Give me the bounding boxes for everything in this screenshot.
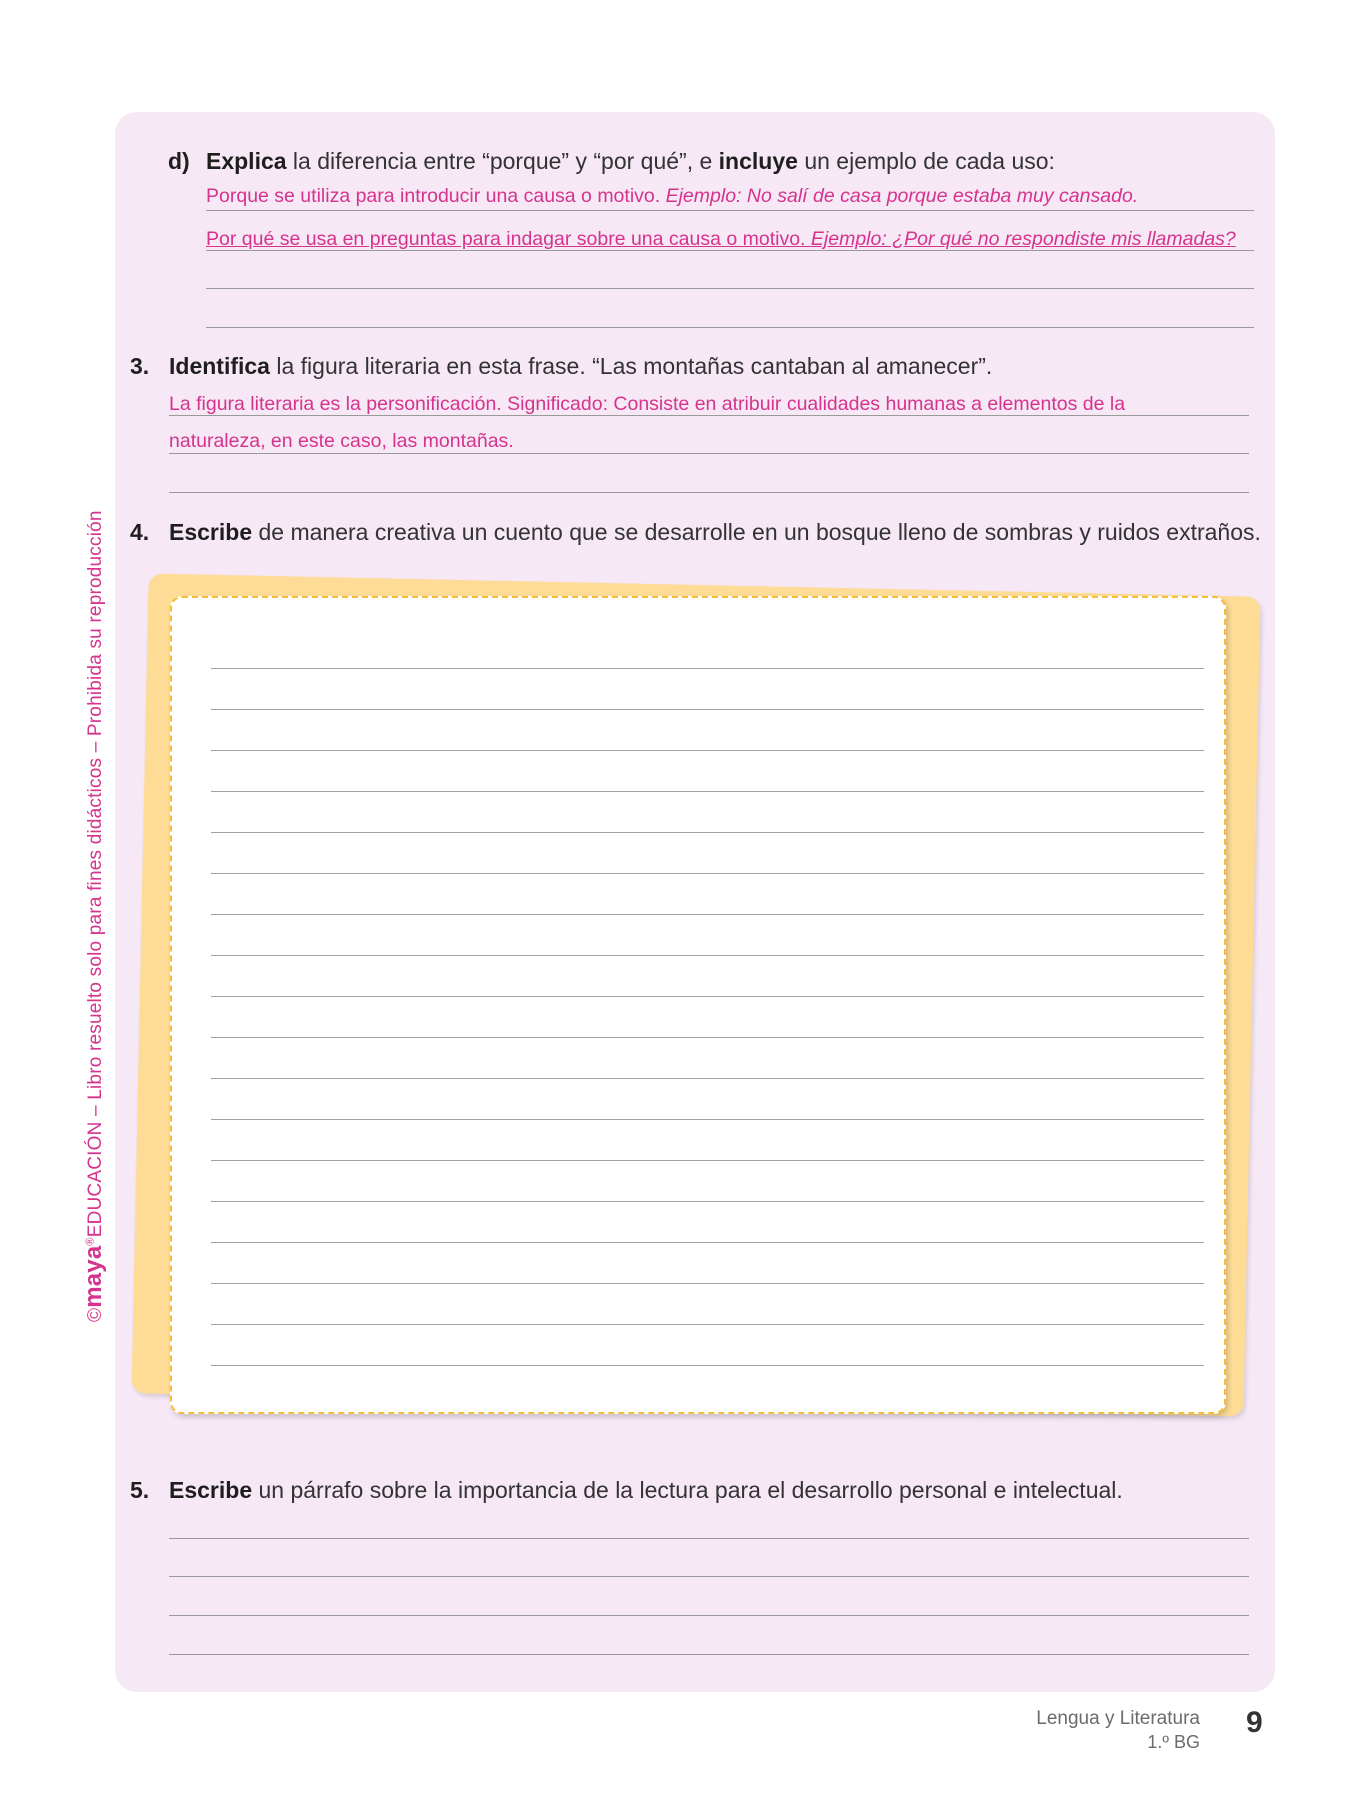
writing-line[interactable] xyxy=(211,1119,1204,1120)
answer-line[interactable] xyxy=(169,1576,1249,1577)
question-5-text: un párrafo sobre la importancia de la lectura para el desarrollo personal e intelectual. xyxy=(252,1477,1123,1503)
maya-logo-text: maya xyxy=(80,1245,107,1308)
answer-d-line1 xyxy=(206,185,1138,208)
question-4-number: 4. xyxy=(130,519,150,545)
answer-d-line1-plain: Porque se utiliza para introducir una causa o motivo. xyxy=(206,185,666,207)
writing-line[interactable] xyxy=(211,668,1204,669)
answer-line[interactable] xyxy=(206,288,1254,289)
question-5-number: 5. xyxy=(130,1477,150,1503)
writing-line[interactable] xyxy=(211,996,1204,997)
question-d-number: d) xyxy=(168,148,190,174)
question-5-verb: Escribe xyxy=(169,1477,253,1503)
answer-line[interactable] xyxy=(169,415,1249,416)
writing-line[interactable] xyxy=(211,873,1204,874)
answer-3-line1: La figura literaria es la personificación. Significado: Consiste en atribuir cualidades humanas a elementos de la xyxy=(169,393,1126,415)
copyright-text: EDUCACIÓN – Libro resuelto solo para fines didácticos – Prohibida su reproducción xyxy=(85,510,106,1238)
copyright-symbol: © xyxy=(85,1307,106,1322)
answer-3-line2: naturaleza, en este caso, las montañas. xyxy=(169,430,514,452)
answer-line[interactable] xyxy=(169,1538,1249,1539)
writing-line[interactable] xyxy=(211,832,1204,833)
question-d-verb2: incluye xyxy=(718,148,798,174)
question-4-verb: Escribe xyxy=(169,519,253,545)
answer-line[interactable] xyxy=(206,250,1254,251)
question-d-verb1: Explica xyxy=(206,148,287,174)
answer-line[interactable] xyxy=(169,1615,1249,1616)
writing-line[interactable] xyxy=(211,914,1204,915)
writing-line[interactable] xyxy=(211,1365,1204,1366)
writing-line[interactable] xyxy=(211,791,1204,792)
writing-line[interactable] xyxy=(211,1283,1204,1284)
writing-line[interactable] xyxy=(211,709,1204,710)
writing-line[interactable] xyxy=(211,1160,1204,1161)
writing-line[interactable] xyxy=(211,1078,1204,1079)
writing-line[interactable] xyxy=(211,1037,1204,1038)
question-4-text: de manera creativa un cuento que se desarrolle en un bosque lleno de sombras y ruidos extraños. xyxy=(252,519,1261,545)
writing-line[interactable] xyxy=(211,750,1204,751)
question-d-text1: la diferencia entre “porque” y “por qué”, e xyxy=(286,148,719,174)
answer-d-line1-example: Ejemplo: No salí de casa porque estaba muy cansado. xyxy=(665,185,1139,207)
copyright-sidebar xyxy=(80,510,108,1322)
answer-line[interactable] xyxy=(169,453,1249,454)
answer-line[interactable] xyxy=(169,1654,1249,1655)
question-d-text2: un ejemplo de cada uso: xyxy=(797,148,1055,174)
answer-line[interactable] xyxy=(206,327,1254,328)
footer-subject: Lengua y Literatura xyxy=(1036,1708,1200,1729)
question-d xyxy=(168,148,1055,175)
writing-line[interactable] xyxy=(211,1242,1204,1243)
footer-grade: 1.º BG xyxy=(1147,1732,1200,1752)
page-number: 9 xyxy=(1246,1706,1263,1739)
question-5 xyxy=(130,1477,1123,1504)
question-3-verb: Identifica xyxy=(169,353,270,379)
answer-line[interactable] xyxy=(206,210,1254,211)
story-writing-card[interactable] xyxy=(170,596,1226,1414)
writing-line[interactable] xyxy=(211,955,1204,956)
registered-mark: ® xyxy=(84,1237,97,1246)
question-4 xyxy=(130,519,1261,546)
answer-d-line2-plain: Por qué se usa en preguntas para indagar sobre una causa o motivo. xyxy=(206,228,811,250)
answer-line[interactable] xyxy=(169,492,1249,493)
answer-d-line2-example: Ejemplo: ¿Por qué no respondiste mis llamadas? xyxy=(810,228,1236,250)
writing-line[interactable] xyxy=(211,1201,1204,1202)
question-3-number: 3. xyxy=(130,353,150,379)
answer-d-line2 xyxy=(206,228,1236,251)
question-3 xyxy=(130,353,992,380)
question-3-text: la figura literaria en esta frase. “Las montañas cantaban al amanecer”. xyxy=(269,353,993,379)
writing-line[interactable] xyxy=(211,1324,1204,1325)
